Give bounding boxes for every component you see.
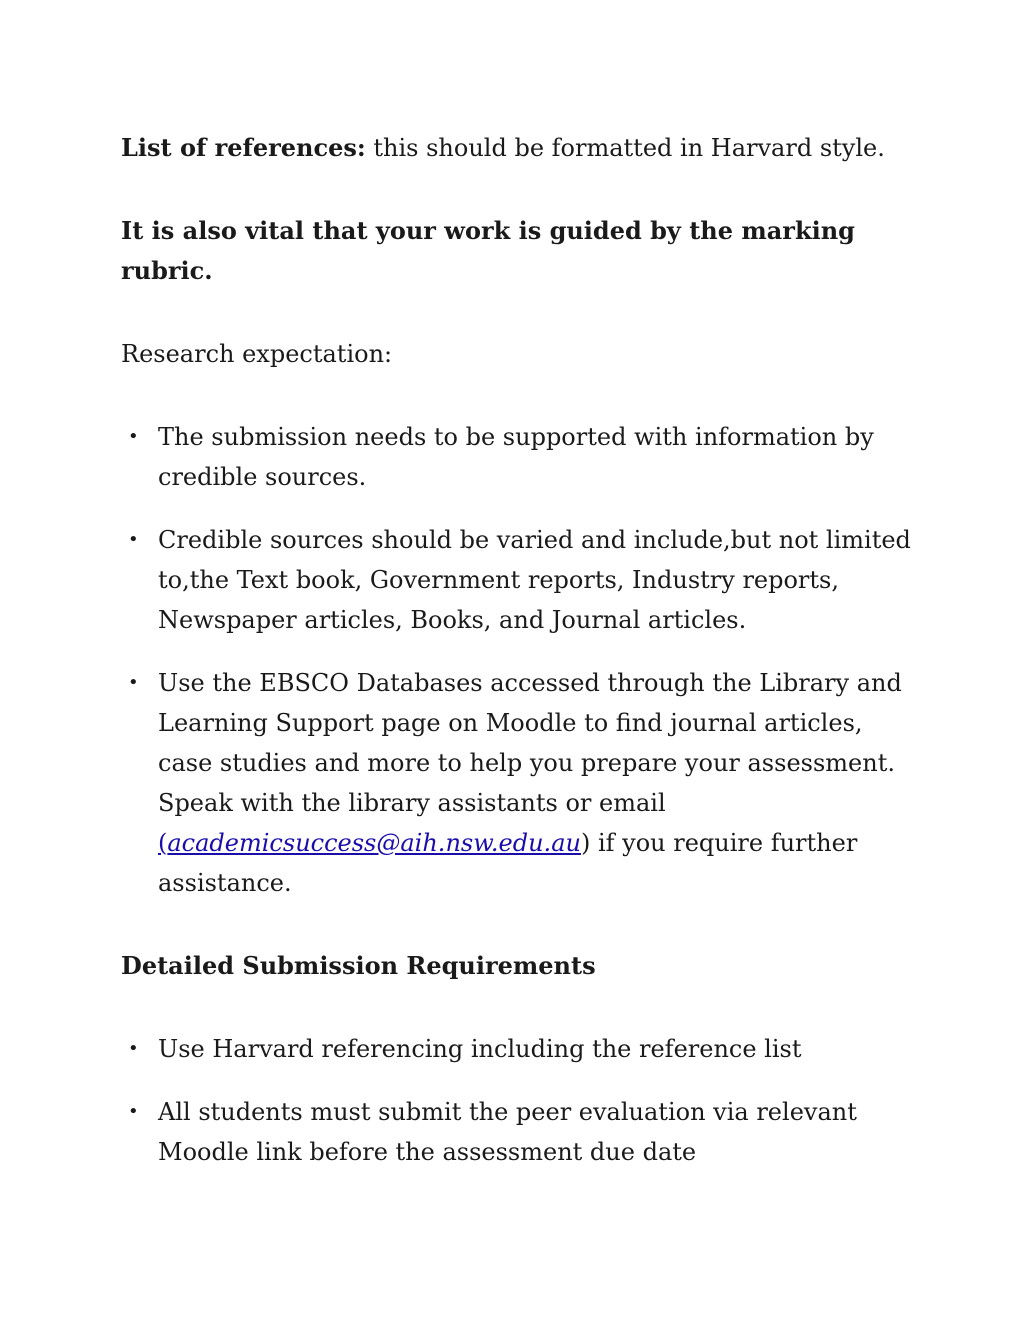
email-open-paren: ( <box>158 829 168 857</box>
submission-list <box>121 1029 911 1172</box>
list-item-text: Credible sources should be varied and include,but not limited to,the Text book, Government reports, Industry reports, Newspaper articles, Books, and Journal articles. <box>158 526 911 634</box>
bullet-icon: • <box>128 1038 139 1059</box>
bullet-icon: • <box>128 529 139 550</box>
list-item-text: Use the EBSCO Databases accessed through the Library and Learning Support page on Moodle to find journal articles, case studies and more to help you prepare your assessment. Speak with the library assistants or email <box>158 669 902 817</box>
list-item <box>121 1092 911 1172</box>
bullet-icon: • <box>128 672 139 693</box>
rubric-note: It is also vital that your work is guided by the marking rubric. <box>121 216 855 285</box>
submission-heading: Detailed Submission Requirements <box>121 951 596 980</box>
list-item <box>121 663 911 903</box>
references-label: List of references: <box>121 133 366 162</box>
list-item-text: All students must submit the peer evaluation via relevant Moodle link before the assessment due date <box>158 1098 857 1166</box>
references-paragraph <box>121 128 911 168</box>
list-item <box>121 417 911 497</box>
list-item <box>121 1029 911 1069</box>
document-page <box>121 128 911 1215</box>
list-item <box>121 520 911 640</box>
bullet-icon: • <box>128 426 139 447</box>
list-item-tail: if you require further assistance. <box>158 829 858 897</box>
research-heading: Research expectation: <box>121 340 393 368</box>
research-list <box>121 417 911 903</box>
bullet-icon: • <box>128 1101 139 1122</box>
email-link[interactable]: academicsuccess@aih.nsw.edu.au <box>167 829 581 857</box>
email-close-paren: ) <box>580 829 591 857</box>
references-text: this should be formatted in Harvard style. <box>365 134 885 162</box>
list-item-text: The submission needs to be supported with information by credible sources. <box>158 423 874 491</box>
list-item-text: Use Harvard referencing including the reference list <box>158 1035 802 1063</box>
